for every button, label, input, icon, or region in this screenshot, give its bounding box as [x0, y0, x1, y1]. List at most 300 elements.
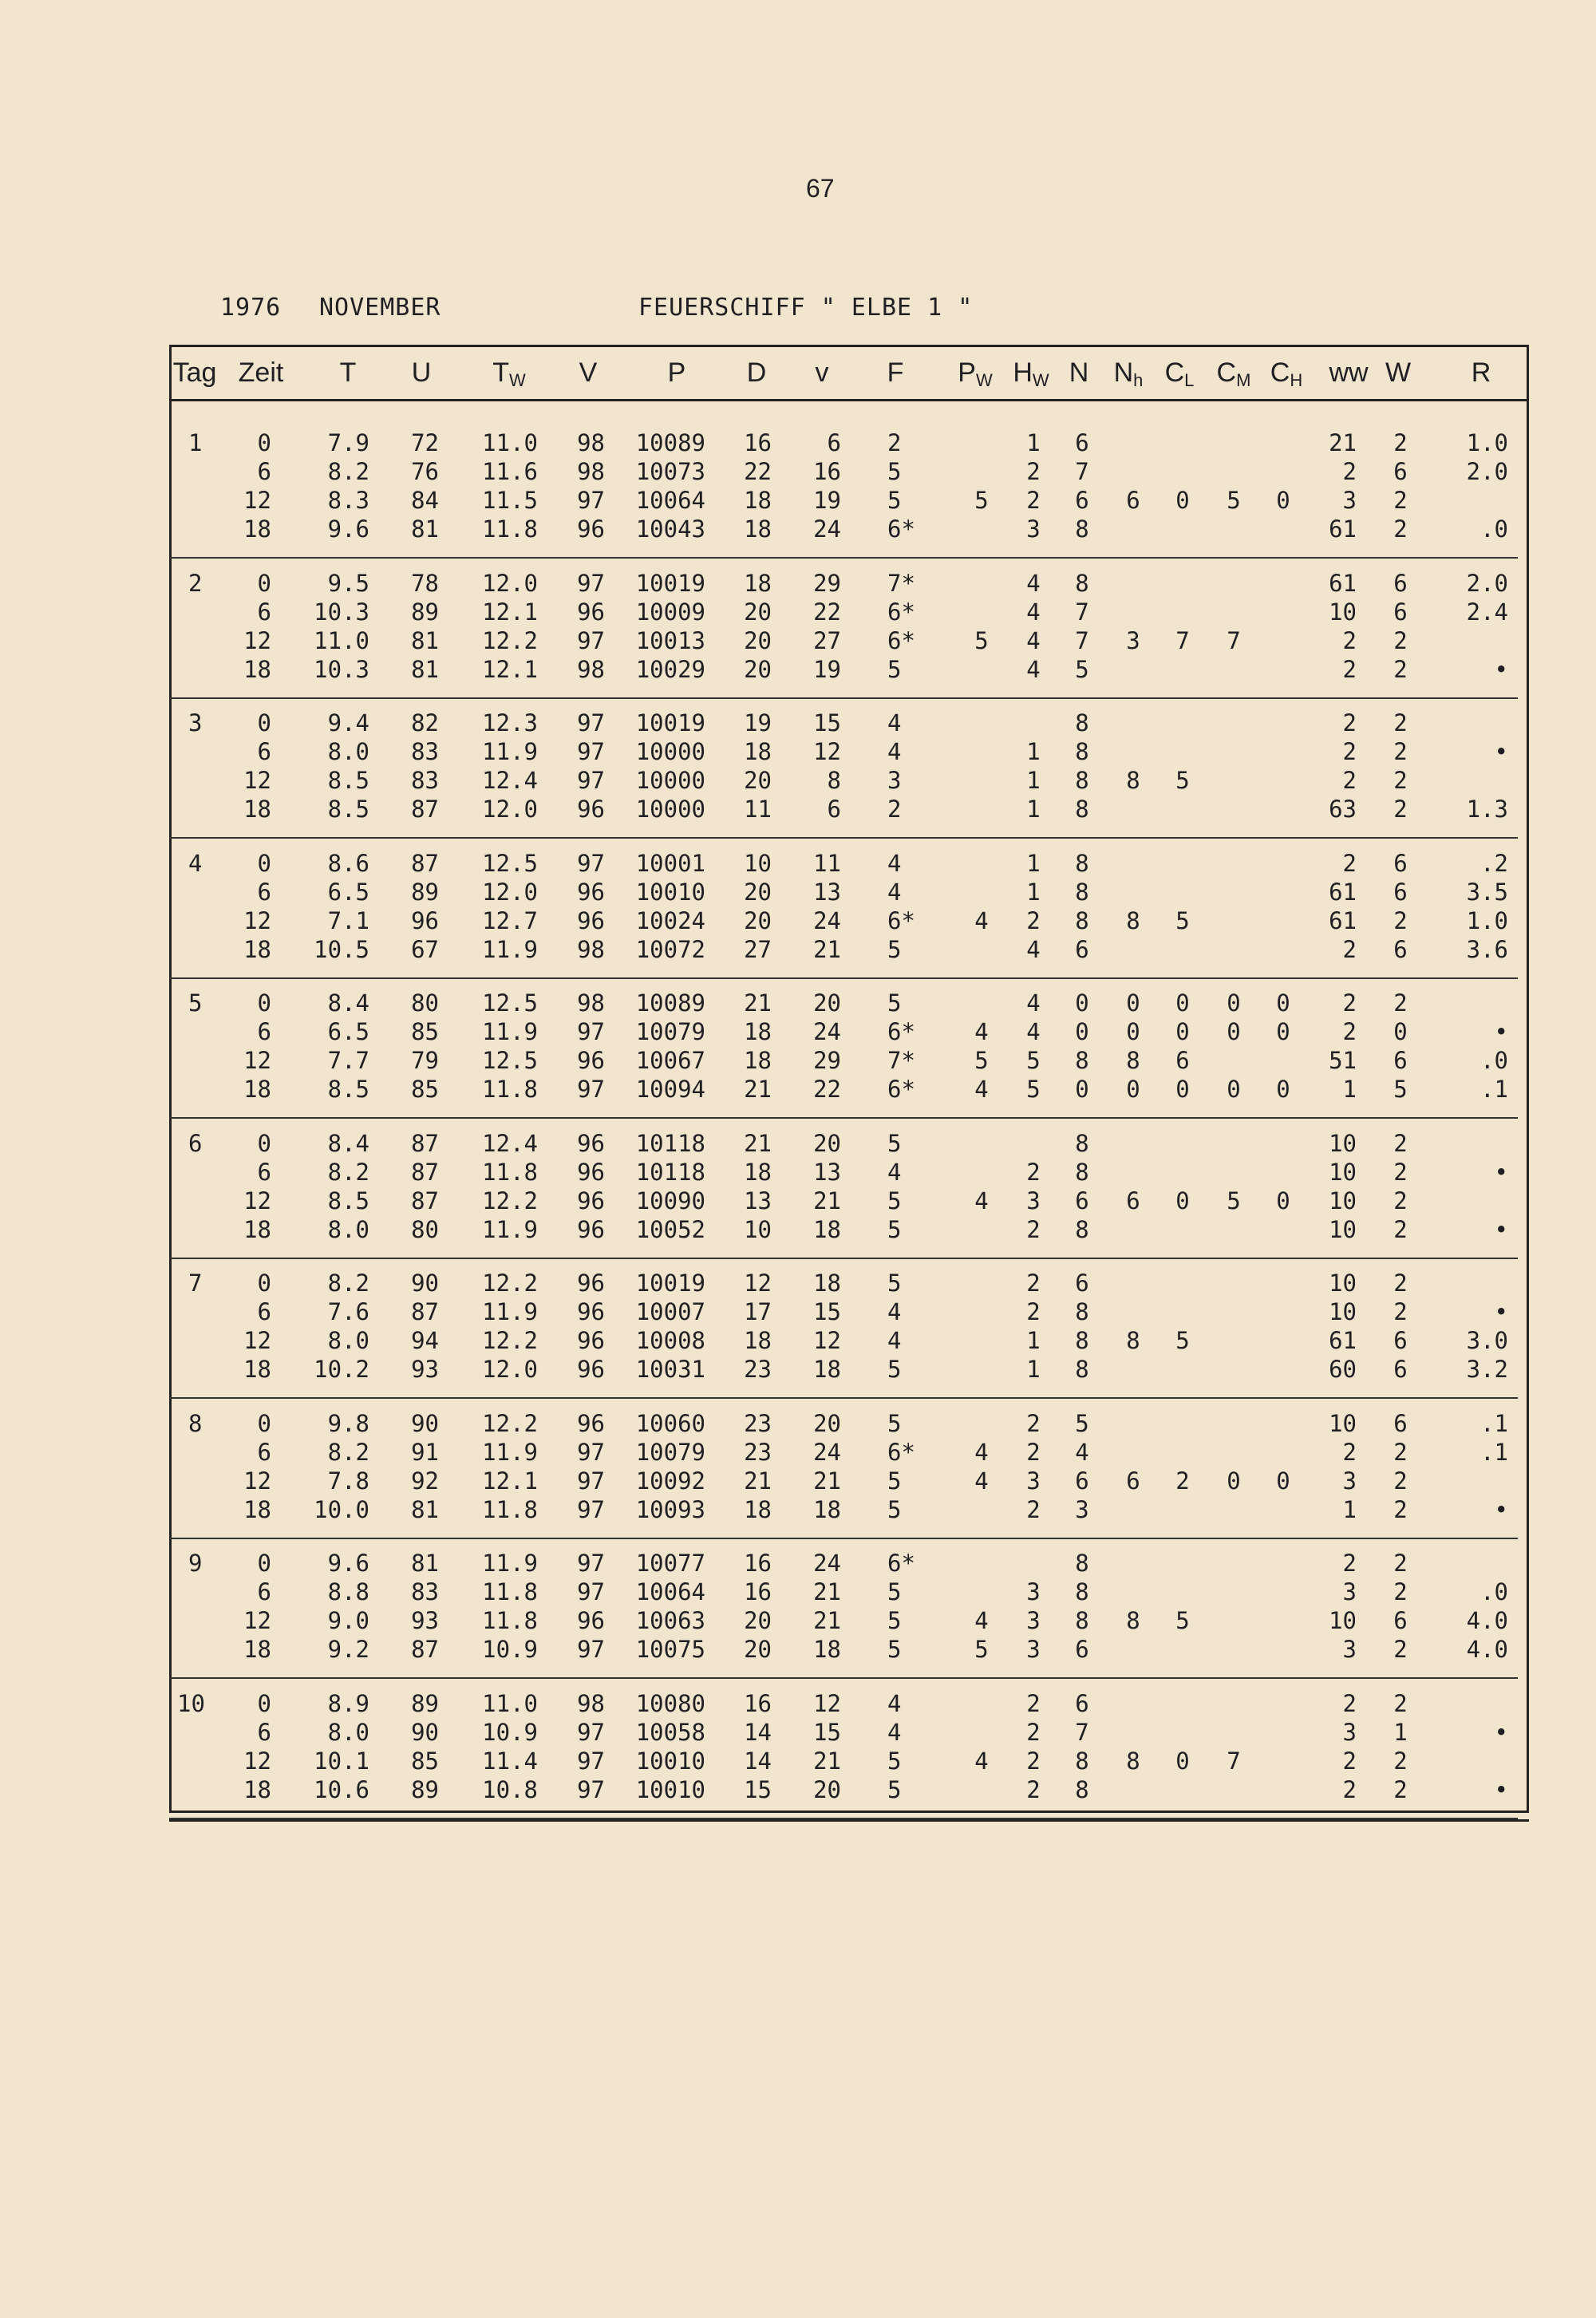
cell-w: 2 — [1393, 1270, 1408, 1297]
table-end-line — [169, 1819, 1529, 1822]
cell-tw: 12.2 — [482, 1187, 538, 1214]
cell-u: 93 — [411, 1607, 439, 1634]
cell-hw: 4 — [1026, 569, 1041, 597]
cell-w: 2 — [1393, 655, 1408, 683]
cell-v: 96 — [577, 1047, 605, 1074]
cell-u: 85 — [411, 1018, 439, 1045]
cell-t: 8.0 — [327, 1215, 369, 1243]
cell-v: 97 — [577, 849, 605, 877]
column-header-pw: $P_W$ — [958, 357, 993, 390]
cell-d: 16 — [744, 429, 772, 456]
cell-r: 1.0 — [1466, 429, 1508, 456]
cell-tw: 12.0 — [482, 1356, 538, 1383]
cell-t: 8.2 — [327, 1270, 369, 1297]
cell-zeit: 6 — [257, 598, 271, 626]
cell-p: 10075 — [635, 1636, 705, 1663]
column-header-w: W — [1385, 357, 1412, 388]
cell-u: 94 — [411, 1327, 439, 1354]
day-number: 2 — [188, 569, 203, 597]
cell-w: 2 — [1393, 989, 1408, 1017]
cell-ww: 2 — [1342, 458, 1357, 485]
cell-r: 3.6 — [1466, 935, 1508, 963]
cell-w: 2 — [1393, 1550, 1408, 1577]
cell-zeit: 12 — [243, 1747, 271, 1775]
cell-d: 18 — [744, 1495, 772, 1523]
cell-f: 5 — [887, 1747, 902, 1775]
cell-n: 8 — [1075, 515, 1089, 543]
cell-f: 4 — [887, 1327, 902, 1354]
column-header-v: v — [815, 357, 829, 388]
cell-v: 20 — [813, 1775, 841, 1803]
cell-v: 97 — [577, 767, 605, 794]
cell-t: 8.4 — [327, 989, 369, 1017]
day-number: 4 — [188, 849, 203, 877]
cell-v: 21 — [813, 935, 841, 963]
cell-zeit: 18 — [243, 1215, 271, 1243]
cell-zeit: 0 — [257, 849, 271, 877]
cell-t: 10.3 — [314, 655, 369, 683]
cell-tw: 11.8 — [482, 1578, 538, 1605]
cell-f: 4 — [887, 738, 902, 765]
cell-d: 21 — [744, 989, 772, 1017]
cell-ww: 10 — [1329, 1158, 1357, 1186]
cell-f: 4 — [887, 1689, 902, 1717]
cell-v: 96 — [577, 1129, 605, 1157]
column-header-n: N — [1069, 357, 1089, 388]
cell-u: 85 — [411, 1076, 439, 1103]
cell-zeit: 18 — [243, 1636, 271, 1663]
cell-tw: 11.9 — [482, 738, 538, 765]
cell-n: 5 — [1075, 655, 1089, 683]
cell-ch: 0 — [1276, 989, 1290, 1017]
cell-zeit: 12 — [243, 1607, 271, 1634]
cell-hw: 3 — [1026, 1187, 1041, 1214]
cell-pw: 4 — [974, 1438, 989, 1466]
cell-w: 2 — [1393, 796, 1408, 823]
cell-hw: 4 — [1026, 989, 1041, 1017]
cell-w: 2 — [1393, 1438, 1408, 1466]
cell-d: 10 — [744, 849, 772, 877]
cell-v: 11 — [813, 849, 841, 877]
cell-u: 79 — [411, 1047, 439, 1074]
cell-v: 97 — [577, 1438, 605, 1466]
cell-hw: 2 — [1026, 1298, 1041, 1325]
cell-v: 96 — [577, 1298, 605, 1325]
cell-p: 10080 — [635, 1689, 705, 1717]
cell-n: 6 — [1075, 1636, 1089, 1663]
cell-t: 9.4 — [327, 709, 369, 736]
cell-d: 15 — [744, 1775, 772, 1803]
cell-v: 15 — [813, 1298, 841, 1325]
cell-zeit: 6 — [257, 1158, 271, 1186]
cell-u: 81 — [411, 626, 439, 654]
cell-tw: 12.2 — [482, 626, 538, 654]
cell-u: 83 — [411, 1578, 439, 1605]
cell-ww: 2 — [1342, 709, 1357, 736]
cell-ww: 10 — [1329, 1409, 1357, 1437]
cell-n: 7 — [1075, 458, 1089, 485]
cell-n: 8 — [1075, 906, 1089, 934]
cell-tw: 12.2 — [482, 1409, 538, 1437]
cell-n: 8 — [1075, 1047, 1089, 1074]
cell-d: 17 — [744, 1298, 772, 1325]
cell-pw: 4 — [974, 906, 989, 934]
cell-u: 89 — [411, 1689, 439, 1717]
cell-p: 10010 — [635, 1747, 705, 1775]
cell-v: 98 — [577, 935, 605, 963]
cell-w: 2 — [1393, 906, 1408, 934]
cell-v: 97 — [577, 1718, 605, 1746]
cell-w: 6 — [1393, 1327, 1408, 1354]
cell-f: 5 — [887, 1129, 902, 1157]
cell-p: 10067 — [635, 1047, 705, 1074]
cell-pw: 4 — [974, 1187, 989, 1214]
cell-d: 20 — [744, 767, 772, 794]
cell-hw: 2 — [1026, 1158, 1041, 1186]
cell-u: 90 — [411, 1718, 439, 1746]
cell-hw: 2 — [1026, 1775, 1041, 1803]
cell-f: 4 — [887, 1298, 902, 1325]
cell-tw: 12.2 — [482, 1270, 538, 1297]
column-header-hw: $H_W$ — [1013, 357, 1049, 390]
day-number: 5 — [188, 989, 203, 1017]
cell-t: 10.2 — [314, 1356, 369, 1383]
cell-zeit: 6 — [257, 738, 271, 765]
cell-p: 10009 — [635, 598, 705, 626]
cell-f: 6* — [887, 1550, 915, 1577]
cell-tw: 11.8 — [482, 1158, 538, 1186]
day-separator — [169, 697, 1518, 699]
day-separator — [169, 1538, 1518, 1539]
cell-n: 8 — [1075, 1747, 1089, 1775]
column-header-ch: $C_H$ — [1270, 357, 1303, 390]
cell-tw: 12.2 — [482, 1327, 538, 1354]
cell-d: 12 — [744, 1270, 772, 1297]
cell-f: 6* — [887, 1076, 915, 1103]
cell-cm: 5 — [1227, 1187, 1241, 1214]
cell-u: 91 — [411, 1438, 439, 1466]
cell-p: 10019 — [635, 569, 705, 597]
cell-pw: 5 — [974, 487, 989, 514]
cell-f: 4 — [887, 1718, 902, 1746]
cell-v: 97 — [577, 626, 605, 654]
cell-ww: 2 — [1342, 1747, 1357, 1775]
cell-t: 8.2 — [327, 458, 369, 485]
cell-d: 20 — [744, 598, 772, 626]
cell-cm: 0 — [1227, 1467, 1241, 1495]
cell-w: 2 — [1393, 429, 1408, 456]
cell-d: 20 — [744, 906, 772, 934]
cell-v: 98 — [577, 1689, 605, 1717]
cell-v: 97 — [577, 569, 605, 597]
cell-d: 23 — [744, 1438, 772, 1466]
cell-r: • — [1494, 1158, 1508, 1186]
cell-zeit: 18 — [243, 1076, 271, 1103]
cell-v: 6 — [827, 796, 841, 823]
cell-n: 5 — [1075, 1409, 1089, 1437]
cell-f: 5 — [887, 1187, 902, 1214]
cell-f: 5 — [887, 1775, 902, 1803]
cell-v: 19 — [813, 655, 841, 683]
column-header-v: V — [579, 357, 598, 388]
cell-w: 5 — [1393, 1076, 1408, 1103]
cell-u: 82 — [411, 709, 439, 736]
cell-d: 18 — [744, 487, 772, 514]
cell-w: 6 — [1393, 1047, 1408, 1074]
day-separator — [169, 837, 1518, 839]
cell-t: 9.5 — [327, 569, 369, 597]
cell-v: 29 — [813, 1047, 841, 1074]
cell-v: 97 — [577, 1775, 605, 1803]
cell-t: 8.0 — [327, 738, 369, 765]
cell-u: 81 — [411, 655, 439, 683]
cell-f: 5 — [887, 1636, 902, 1663]
cell-hw: 4 — [1026, 655, 1041, 683]
cell-n: 4 — [1075, 1438, 1089, 1466]
cell-tw: 12.0 — [482, 878, 538, 906]
header-divider — [169, 399, 1529, 401]
cell-w: 2 — [1393, 1467, 1408, 1495]
cell-v: 21 — [813, 1467, 841, 1495]
cell-f: 4 — [887, 878, 902, 906]
cell-p: 10043 — [635, 515, 705, 543]
cell-v: 24 — [813, 1438, 841, 1466]
cell-p: 10090 — [635, 1187, 705, 1214]
cell-f: 5 — [887, 1578, 902, 1605]
cell-d: 16 — [744, 1578, 772, 1605]
cell-v: 97 — [577, 738, 605, 765]
cell-tw: 11.9 — [482, 1550, 538, 1577]
column-header-f: F — [887, 357, 904, 388]
cell-hw: 1 — [1026, 878, 1041, 906]
cell-u: 81 — [411, 1495, 439, 1523]
cell-ww: 61 — [1329, 515, 1357, 543]
cell-r: 1.0 — [1466, 906, 1508, 934]
cell-f: 2 — [887, 796, 902, 823]
cell-cm: 0 — [1227, 1018, 1241, 1045]
cell-cl: 0 — [1175, 1076, 1190, 1103]
cell-zeit: 6 — [257, 878, 271, 906]
cell-tw: 11.0 — [482, 1689, 538, 1717]
cell-hw: 1 — [1026, 738, 1041, 765]
cell-cl: 0 — [1175, 1747, 1190, 1775]
cell-t: 9.6 — [327, 515, 369, 543]
cell-t: 10.6 — [314, 1775, 369, 1803]
cell-cl: 0 — [1175, 487, 1190, 514]
cell-tw: 12.0 — [482, 569, 538, 597]
cell-r: • — [1494, 1775, 1508, 1803]
cell-zeit: 0 — [257, 989, 271, 1017]
cell-ww: 10 — [1329, 1215, 1357, 1243]
cell-v: 21 — [813, 1747, 841, 1775]
cell-p: 10064 — [635, 487, 705, 514]
column-header-nh: $N_h$ — [1113, 357, 1144, 390]
cell-w: 2 — [1393, 1158, 1408, 1186]
cell-tw: 11.9 — [482, 1215, 538, 1243]
cell-ww: 3 — [1342, 1636, 1357, 1663]
cell-tw: 11.8 — [482, 515, 538, 543]
cell-r: • — [1494, 1215, 1508, 1243]
cell-ww: 10 — [1329, 1129, 1357, 1157]
cell-p: 10094 — [635, 1076, 705, 1103]
cell-zeit: 6 — [257, 1718, 271, 1746]
cell-p: 10031 — [635, 1356, 705, 1383]
cell-zeit: 0 — [257, 1689, 271, 1717]
cell-u: 90 — [411, 1409, 439, 1437]
cell-zeit: 6 — [257, 458, 271, 485]
cell-f: 6* — [887, 626, 915, 654]
cell-w: 2 — [1393, 1129, 1408, 1157]
cell-ch: 0 — [1276, 1467, 1290, 1495]
cell-cl: 5 — [1175, 1607, 1190, 1634]
cell-ww: 51 — [1329, 1047, 1357, 1074]
cell-r: 3.0 — [1466, 1327, 1508, 1354]
cell-f: 5 — [887, 1356, 902, 1383]
cell-t: 8.8 — [327, 1578, 369, 1605]
cell-w: 2 — [1393, 738, 1408, 765]
cell-t: 8.5 — [327, 1076, 369, 1103]
cell-t: 9.0 — [327, 1607, 369, 1634]
cell-p: 10072 — [635, 935, 705, 963]
cell-tw: 12.3 — [482, 709, 538, 736]
cell-v: 96 — [577, 515, 605, 543]
cell-t: 6.5 — [327, 878, 369, 906]
cell-f: 5 — [887, 655, 902, 683]
cell-cl: 0 — [1175, 1187, 1190, 1214]
cell-ww: 61 — [1329, 569, 1357, 597]
cell-zeit: 12 — [243, 1327, 271, 1354]
cell-v: 98 — [577, 429, 605, 456]
cell-v: 96 — [577, 1327, 605, 1354]
cell-v: 21 — [813, 1578, 841, 1605]
cell-zeit: 6 — [257, 1298, 271, 1325]
cell-v: 97 — [577, 487, 605, 514]
day-number: 8 — [188, 1409, 203, 1437]
cell-ww: 60 — [1329, 1356, 1357, 1383]
cell-w: 2 — [1393, 709, 1408, 736]
cell-u: 85 — [411, 1747, 439, 1775]
cell-hw: 2 — [1026, 1215, 1041, 1243]
cell-ww: 3 — [1342, 1467, 1357, 1495]
cell-w: 6 — [1393, 935, 1408, 963]
day-number: 9 — [188, 1550, 203, 1577]
cell-d: 23 — [744, 1356, 772, 1383]
cell-r: • — [1494, 1495, 1508, 1523]
cell-hw: 2 — [1026, 1495, 1041, 1523]
cell-d: 27 — [744, 935, 772, 963]
cell-v: 24 — [813, 906, 841, 934]
cell-v: 13 — [813, 1158, 841, 1186]
cell-cl: 7 — [1175, 626, 1190, 654]
cell-t: 8.4 — [327, 1129, 369, 1157]
cell-pw: 4 — [974, 1076, 989, 1103]
cell-tw: 11.9 — [482, 1018, 538, 1045]
cell-d: 14 — [744, 1747, 772, 1775]
cell-r: • — [1494, 1718, 1508, 1746]
cell-pw: 5 — [974, 626, 989, 654]
cell-d: 18 — [744, 515, 772, 543]
cell-hw: 3 — [1026, 515, 1041, 543]
cell-ww: 2 — [1342, 1018, 1357, 1045]
cell-w: 2 — [1393, 1689, 1408, 1717]
cell-u: 81 — [411, 1550, 439, 1577]
cell-nh: 0 — [1126, 1076, 1140, 1103]
cell-r: • — [1494, 1018, 1508, 1045]
column-header-u: U — [411, 357, 432, 388]
cell-n: 3 — [1075, 1495, 1089, 1523]
cell-hw: 1 — [1026, 1356, 1041, 1383]
cell-ww: 2 — [1342, 849, 1357, 877]
cell-ww: 2 — [1342, 626, 1357, 654]
cell-zeit: 12 — [243, 626, 271, 654]
cell-cl: 0 — [1175, 989, 1190, 1017]
cell-r: .0 — [1480, 1047, 1508, 1074]
cell-v: 24 — [813, 515, 841, 543]
cell-v: 97 — [577, 1550, 605, 1577]
cell-tw: 11.0 — [482, 429, 538, 456]
cell-p: 10118 — [635, 1158, 705, 1186]
column-header-ww: ww — [1329, 357, 1369, 388]
cell-zeit: 0 — [257, 1129, 271, 1157]
cell-tw: 12.0 — [482, 796, 538, 823]
cell-v: 20 — [813, 989, 841, 1017]
cell-u: 96 — [411, 906, 439, 934]
cell-p: 10001 — [635, 849, 705, 877]
cell-hw: 4 — [1026, 626, 1041, 654]
cell-ww: 1 — [1342, 1076, 1357, 1103]
cell-ww: 2 — [1342, 1550, 1357, 1577]
cell-d: 20 — [744, 626, 772, 654]
day-separator — [169, 1258, 1518, 1259]
cell-d: 10 — [744, 1215, 772, 1243]
cell-d: 13 — [744, 1187, 772, 1214]
cell-t: 9.8 — [327, 1409, 369, 1437]
cell-tw: 11.6 — [482, 458, 538, 485]
column-header-d: D — [746, 357, 767, 388]
cell-ch: 0 — [1276, 1187, 1290, 1214]
cell-t: 8.0 — [327, 1718, 369, 1746]
cell-tw: 11.4 — [482, 1747, 538, 1775]
cell-d: 18 — [744, 738, 772, 765]
cell-r: 1.3 — [1466, 796, 1508, 823]
cell-p: 10093 — [635, 1495, 705, 1523]
header-station: FEUERSCHIFF " ELBE 1 " — [638, 294, 974, 322]
cell-tw: 11.8 — [482, 1495, 538, 1523]
cell-f: 6* — [887, 598, 915, 626]
cell-v: 15 — [813, 709, 841, 736]
cell-u: 87 — [411, 1187, 439, 1214]
cell-p: 10019 — [635, 1270, 705, 1297]
cell-zeit: 18 — [243, 1775, 271, 1803]
cell-u: 92 — [411, 1467, 439, 1495]
cell-r: • — [1494, 1298, 1508, 1325]
cell-f: 4 — [887, 709, 902, 736]
cell-nh: 8 — [1126, 767, 1140, 794]
cell-v: 18 — [813, 1356, 841, 1383]
cell-w: 6 — [1393, 458, 1408, 485]
cell-p: 10079 — [635, 1438, 705, 1466]
cell-v: 96 — [577, 1356, 605, 1383]
cell-t: 8.9 — [327, 1689, 369, 1717]
cell-tw: 10.9 — [482, 1636, 538, 1663]
cell-d: 23 — [744, 1409, 772, 1437]
cell-v: 24 — [813, 1018, 841, 1045]
cell-zeit: 18 — [243, 655, 271, 683]
cell-f: 6* — [887, 906, 915, 934]
cell-pw: 5 — [974, 1047, 989, 1074]
cell-tw: 12.7 — [482, 906, 538, 934]
cell-n: 0 — [1075, 989, 1089, 1017]
